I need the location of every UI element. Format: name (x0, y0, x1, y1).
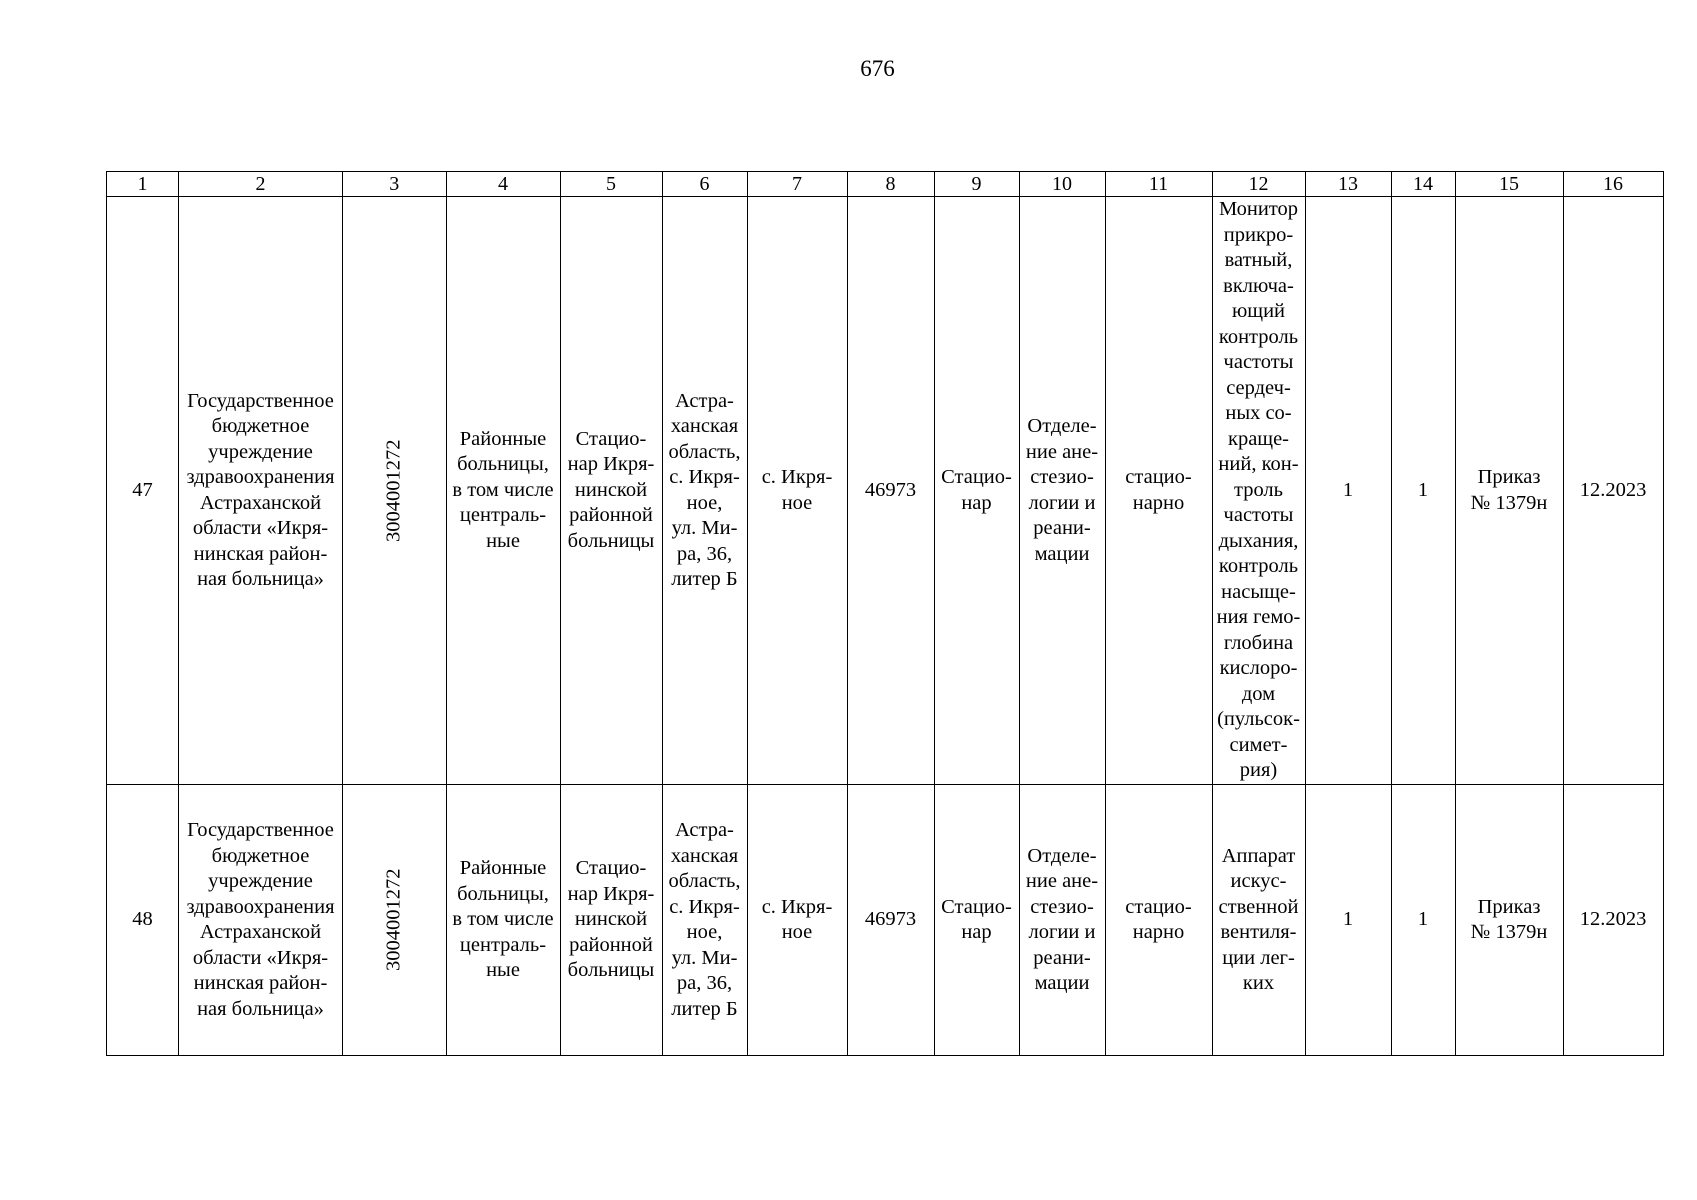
header-cell: 4 (446, 172, 560, 197)
header-cell: 13 (1305, 172, 1391, 197)
code-cell: 46973 (847, 197, 934, 785)
table-header-row (107, 172, 1664, 197)
equipment-cell: Монитор прикро- ватный, включа- ющий контроль частоты сердеч- ных со- краще- ний, кон- троль частоты дыхания, контроль насыще- ния гемо- глобина кислоро- дом (пульсок- симет- рия) (1212, 197, 1305, 785)
header-cell: 16 (1563, 172, 1663, 197)
table-row (107, 785, 1664, 1056)
inn-text: 3004001272 (382, 439, 405, 542)
header-cell: 10 (1019, 172, 1105, 197)
header-cell: 6 (662, 172, 747, 197)
page-number: 676 (860, 56, 895, 81)
date-cell: 12.2023 (1563, 785, 1663, 1056)
header-cell: 5 (560, 172, 662, 197)
header-cell: 14 (1391, 172, 1455, 197)
quantity-cell: 1 (1391, 785, 1455, 1056)
inn-cell (343, 785, 447, 1056)
order-cell: Приказ № 1379н (1455, 785, 1563, 1056)
mode-cell: стацио- нарно (1105, 197, 1212, 785)
row-number-cell: 48 (107, 785, 179, 1056)
document-table (106, 171, 1664, 1056)
equipment-cell: Аппарат искус- ственной вентиля- ции лег- ких (1212, 785, 1305, 1056)
mode-cell: стацио- нарно (1105, 785, 1212, 1056)
header-cell: 7 (747, 172, 847, 197)
inn-cell (343, 197, 447, 785)
header-cell: 11 (1105, 172, 1212, 197)
header-cell: 9 (934, 172, 1019, 197)
department-cell: Отделе- ние ане- стезио- логии и реани- мации (1019, 197, 1105, 785)
quantity-cell: 1 (1305, 785, 1391, 1056)
order-cell: Приказ № 1379н (1455, 197, 1563, 785)
department-cell: Отделе- ние ане- стезио- логии и реани- мации (1019, 785, 1105, 1056)
division-cell: Стацио- нар (934, 197, 1019, 785)
division-cell: Стацио- нар (934, 785, 1019, 1056)
organization-cell: Государственное бюджетное учреждение здравоохранения Астраханской области «Икря- нинская район- ная больница» (179, 197, 343, 785)
quantity-cell: 1 (1305, 197, 1391, 785)
unit-cell: Стацио- нар Икря- нинской районной больницы (560, 197, 662, 785)
facility-type-cell: Районные больницы, в том числе централь- ные (446, 785, 560, 1056)
date-cell: 12.2023 (1563, 197, 1663, 785)
address-cell: Астра- ханская область, с. Икря- ное, ул. Ми- ра, 36, литер Б (662, 197, 747, 785)
organization-cell: Государственное бюджетное учреждение здравоохранения Астраханской области «Икря- нинская район- ная больница» (179, 785, 343, 1056)
header-cell: 2 (179, 172, 343, 197)
quantity-cell: 1 (1391, 197, 1455, 785)
inn-text: 3004001272 (382, 868, 405, 972)
header-cell: 1 (107, 172, 179, 197)
facility-type-cell: Районные больницы, в том числе централь- ные (446, 197, 560, 785)
locality-cell: с. Икря- ное (747, 197, 847, 785)
table-row (107, 197, 1664, 785)
header-cell: 8 (847, 172, 934, 197)
header-cell: 12 (1212, 172, 1305, 197)
code-cell: 46973 (847, 785, 934, 1056)
locality-cell: с. Икря- ное (747, 785, 847, 1056)
address-cell: Астра- ханская область, с. Икря- ное, ул. Ми- ра, 36, литер Б (662, 785, 747, 1056)
header-cell: 3 (343, 172, 447, 197)
header-cell: 15 (1455, 172, 1563, 197)
unit-cell: Стацио- нар Икря- нинской районной больницы (560, 785, 662, 1056)
row-number-cell: 47 (107, 197, 179, 785)
